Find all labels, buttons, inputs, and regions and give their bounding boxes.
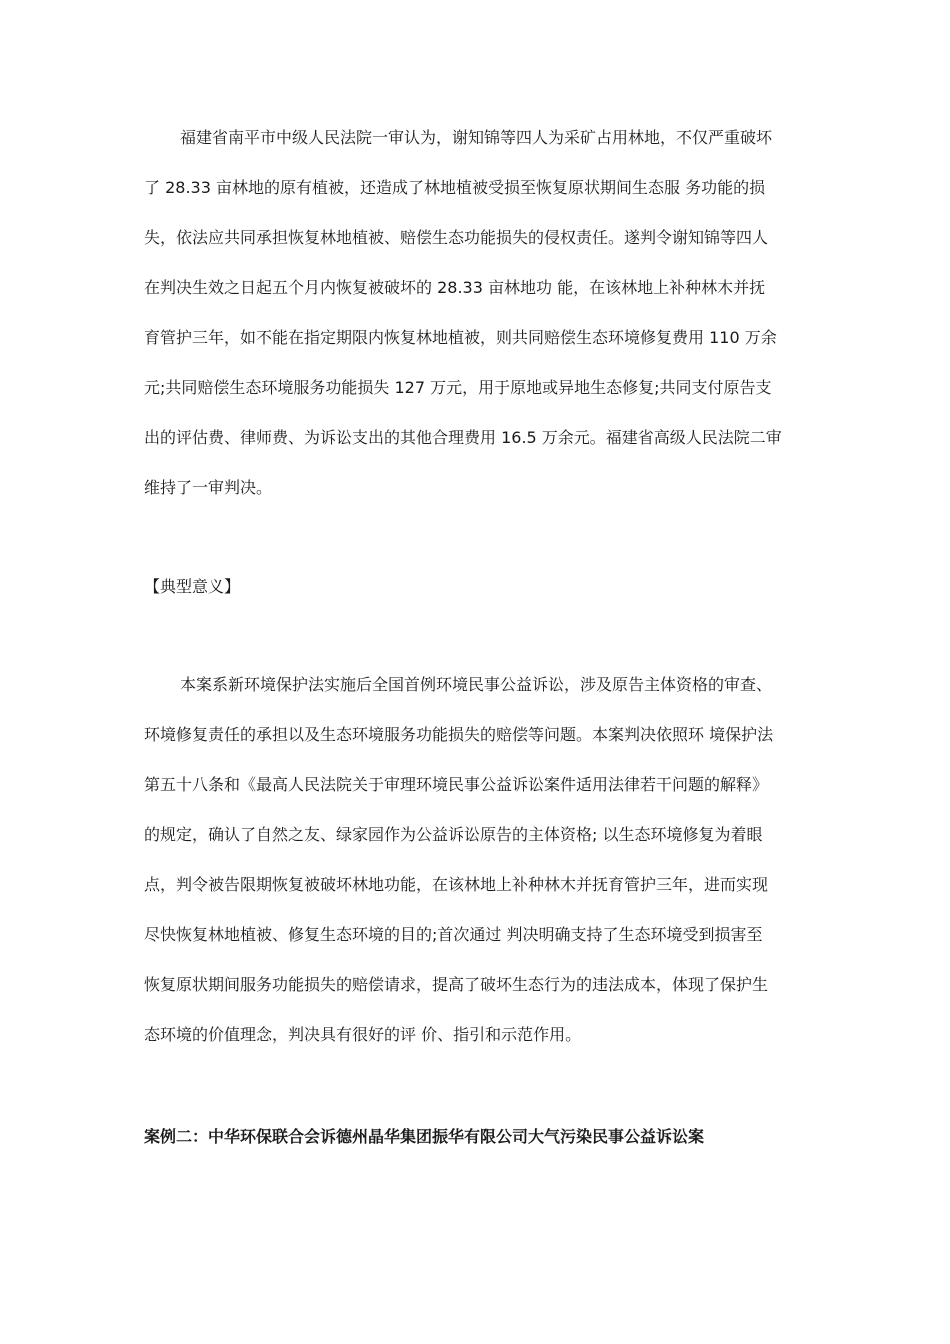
case-title: 案例二：中华环保联合会诉德州晶华集团振华有限公司大气污染民事公益诉讼案 — [144, 1127, 705, 1146]
paragraph-judgment — [144, 113, 808, 513]
paragraph-line: 育管护三年，如不能在指定期限内恢复林地植被，则共同赔偿生态环境修复费用 110 万余 — [144, 328, 777, 347]
section-heading: 【典型意义】 — [144, 577, 241, 596]
paragraph-line: 出的评估费、律师费、为诉讼支出的其他合理费用 16.5 万余元。福建省高级人民法院二审 — [144, 428, 782, 447]
paragraph-line: 了 28.33 亩林地的原有植被，还造成了林地植被受损至恢复原状期间生态服 务功能的损 — [144, 178, 766, 197]
paragraph-significance — [144, 660, 808, 1060]
paragraph-line: 恢复原状期间服务功能损失的赔偿请求，提高了破坏生态行为的违法成本，体现了保护生 — [144, 975, 769, 994]
paragraph-line: 第五十八条和《最高人民法院关于审理环境民事公益诉讼案件适用法律若干问题的解释》 — [144, 775, 769, 794]
paragraph-line: 在判决生效之日起五个月内恢复被破坏的 28.33 亩林地功 能，在该林地上补种林木并抚 — [144, 278, 766, 297]
paragraph-line: 环境修复责任的承担以及生态环境服务功能损失的赔偿等问题。本案判决依照环 境保护法 — [144, 725, 774, 744]
paragraph-line: 态环境的价值理念，判决具有很好的评 价、指引和示范作用。 — [144, 1025, 582, 1044]
paragraph-line: 尽快恢复林地植被、修复生态环境的目的;首次通过 判决明确支持了生态环境受到损害至 — [144, 925, 763, 944]
paragraph-line: 本案系新环境保护法实施后全国首例环境民事公益诉讼，涉及原告主体资格的审查、 — [180, 675, 773, 694]
paragraph-line: 点，判令被告限期恢复被破坏林地功能，在该林地上补种林木并抚育管护三年，进而实现 — [144, 875, 769, 894]
paragraph-line: 元;共同赔偿生态环境服务功能损失 127 万元，用于原地或异地生态修复;共同支付原告支 — [144, 378, 772, 397]
paragraph-line: 维持了一审判决。 — [144, 478, 273, 497]
paragraph-line: 福建省南平市中级人民法院一审认为，谢知锦等四人为采矿占用林地，不仅严重破坏 — [180, 128, 773, 147]
paragraph-line: 失，依法应共同承担恢复林地植被、赔偿生态功能损失的侵权责任。遂判令谢知锦等四人 — [144, 228, 769, 247]
paragraph-line: 的规定，确认了自然之友、绿家园作为公益诉讼原告的主体资格; 以生态环境修复为着眼 — [144, 825, 763, 844]
